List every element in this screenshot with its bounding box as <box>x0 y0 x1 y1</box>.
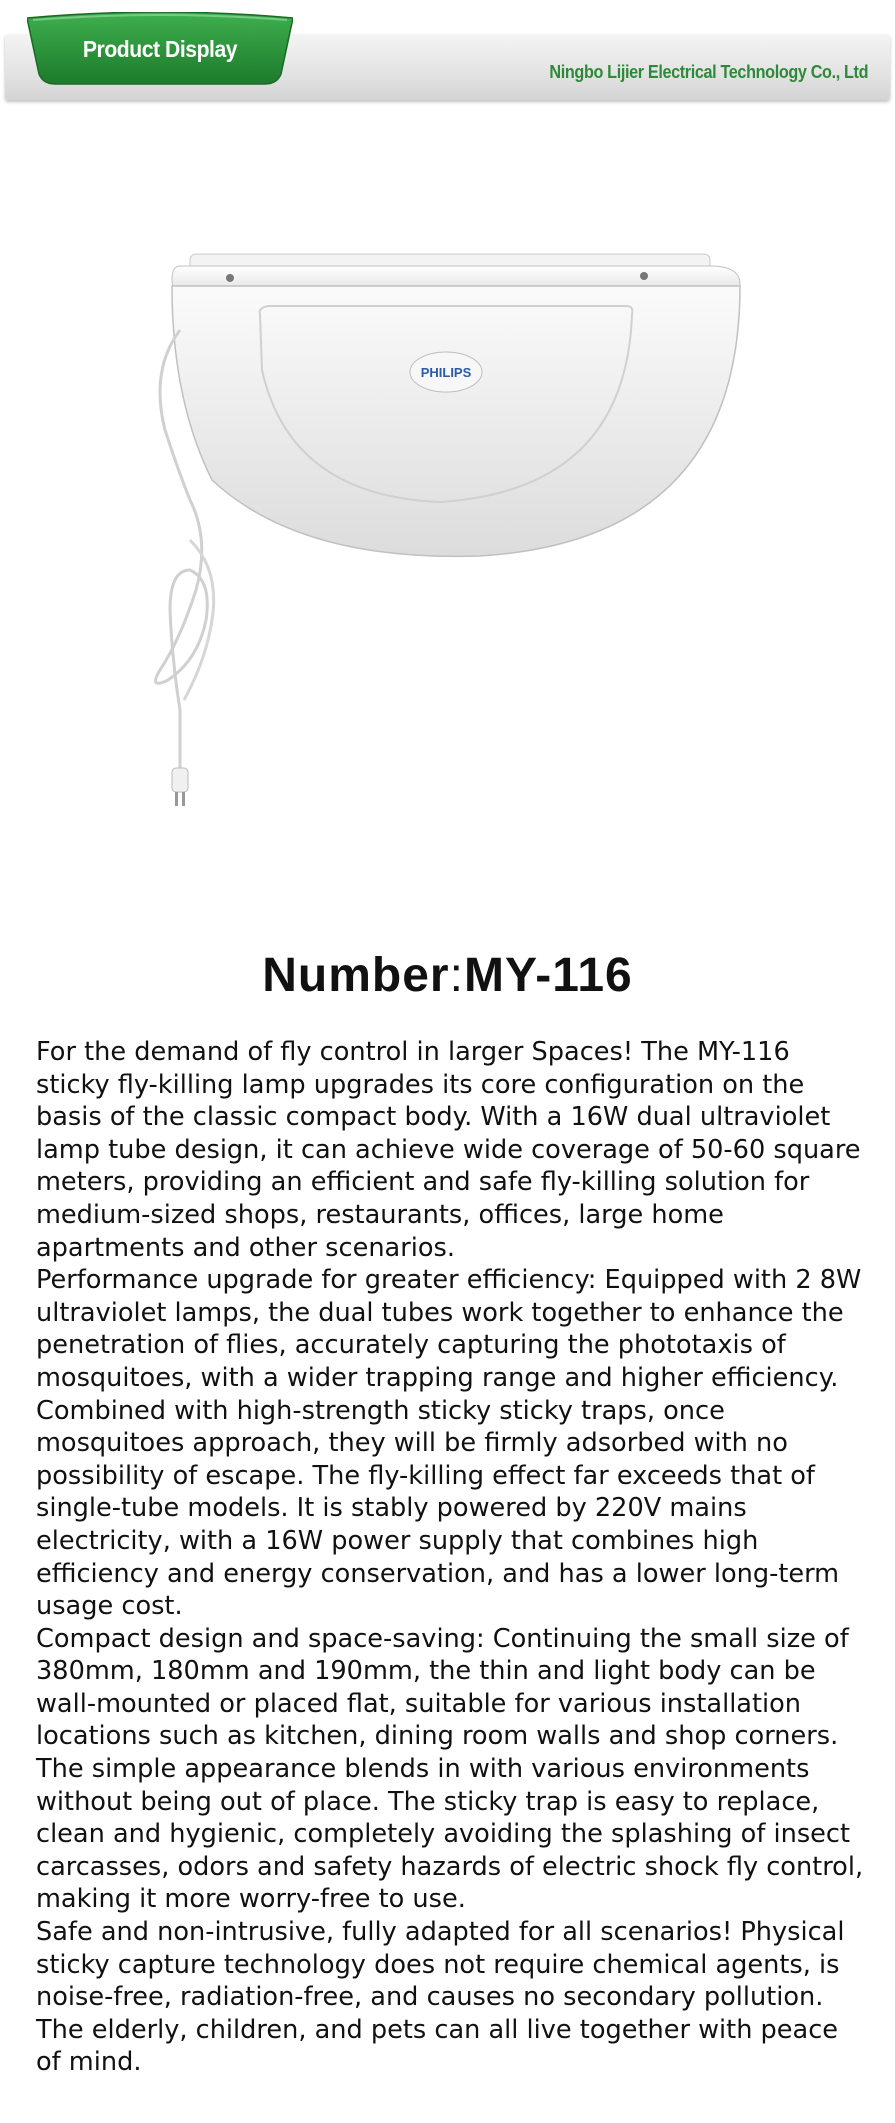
tab-label: Product Display <box>82 36 238 62</box>
product-display-tab <box>27 12 293 90</box>
description-paragraph: Performance upgrade for greater efficiency: Equipped with 2 8W ultraviolet lamps, the dual tubes work together to enhance the penetration of flies, accurately capturing the phototaxis of mosquitoes, with a wider trapping range and higher efficiency. Combined with high-strength sticky sticky traps, once mosquitoes approach, they will be firmly adsorbed with no possibility of escape. The fly-killing effect far exceeds that of single-tube models. It is stably powered by 220V mains electricity, with a 16W power supply that combines high efficiency and energy conservation, and has a lower long-term usage cost. <box>36 1265 862 1622</box>
model-number-title <box>0 948 895 1003</box>
title-colon: : <box>449 949 464 1002</box>
description-paragraph: Safe and non-intrusive, fully adapted for all scenarios! Physical sticky capture technology does not require chemical agents, is noise-free, radiation-free, and causes no secondary pollution. The elderly, children, and pets can all live together with peace of mind. <box>36 1917 845 2078</box>
brand-badge: PHILIPS <box>420 365 472 380</box>
description-paragraph: For the demand of fly control in larger Spaces! The MY-116 sticky fly-killing lamp upgrades its core configuration on the basis of the classic compact body. With a 16W dual ultraviolet lamp tube design, it can achieve wide coverage of 50-60 square meters, providing an efficient and safe fly-killing solution for medium-sized shops, restaurants, offices, large home apartments and other scenarios. <box>36 1037 861 1263</box>
model-number: MY-116 <box>463 949 633 1002</box>
fly-killing-lamp-image <box>150 240 750 820</box>
description-paragraph: Compact design and space-saving: Continuing the small size of 380mm, 180mm and 190mm, the thin and light body can be wall-mounted or placed flat, suitable for various installation locations such as kitchen, dining room walls and shop corners. The simple appearance blends in with various environments without being out of place. The sticky trap is easy to replace, clean and hygienic, completely avoiding the splashing of insect carcasses, odors and safety hazards of electric shock fly control, making it more worry-free to use. <box>36 1623 864 1915</box>
header-banner <box>5 12 890 92</box>
product-description <box>36 1036 866 2079</box>
number-label: Number <box>262 949 450 1002</box>
company-name: Ningbo Lijier Electrical Technology Co., Ltd <box>549 62 868 82</box>
